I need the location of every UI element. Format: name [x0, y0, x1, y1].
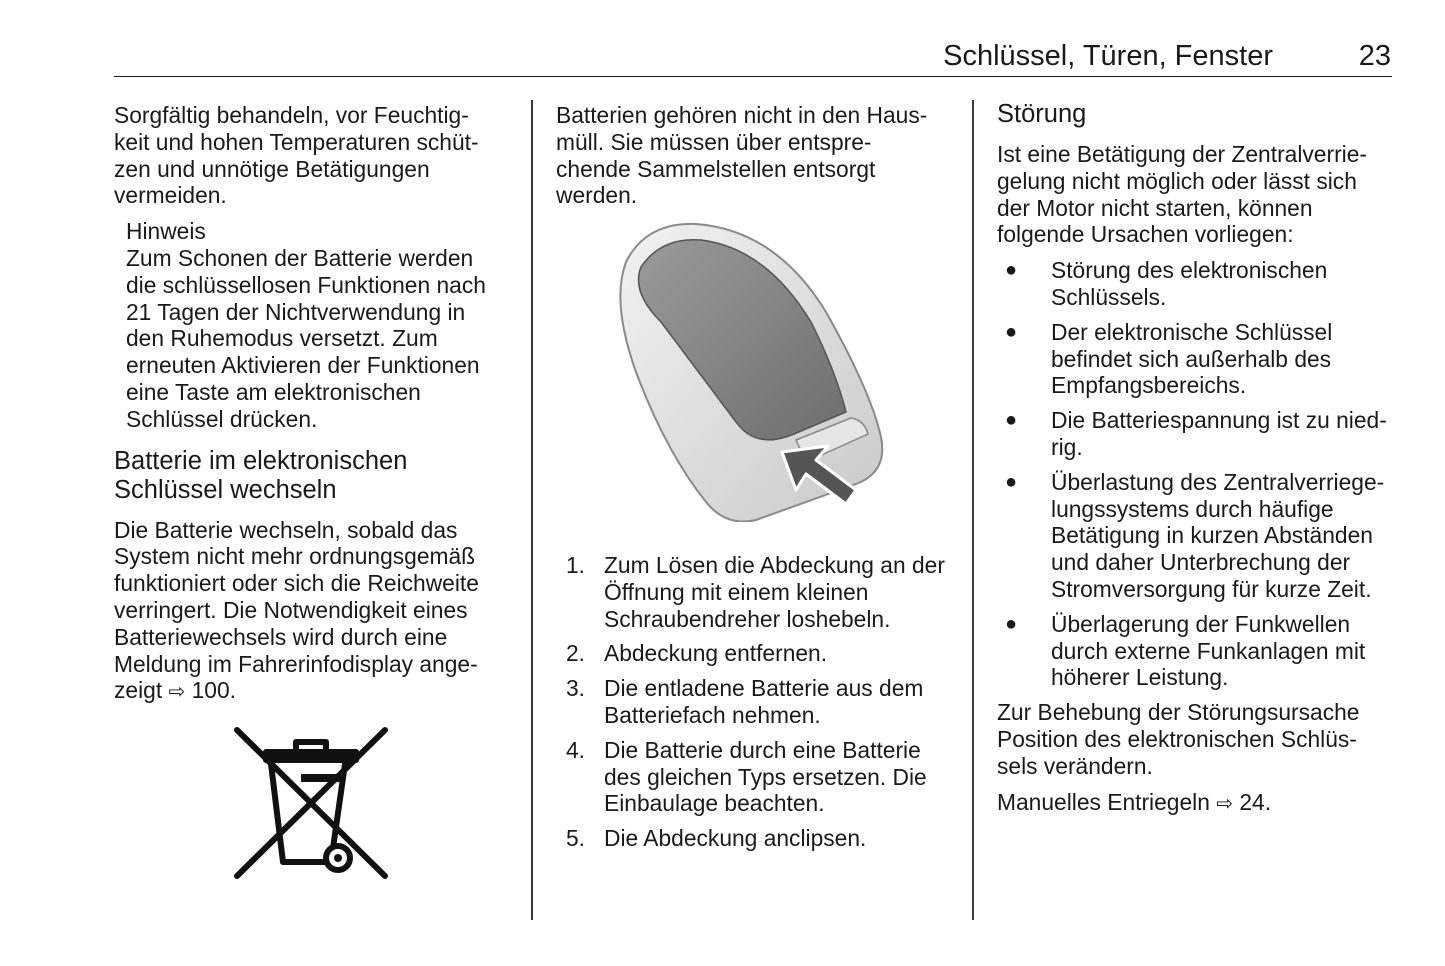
battery-steps-list [556, 552, 961, 860]
list-item [997, 319, 1397, 399]
step-number: 1. [566, 552, 586, 578]
bullet-icon: ● [1005, 259, 1018, 282]
battery-heading: Batterie im elektronischen Schlüssel wechseln [114, 446, 408, 504]
bullet-icon: ● [1005, 470, 1018, 493]
section-title: Schlüssel, Türen, Fenster [943, 40, 1273, 72]
key-fob-battery-cover-illustration [606, 222, 896, 522]
cause-text: Die Batteriespannung ist zu nied- rig. [1051, 407, 1387, 460]
step-number: 5. [566, 825, 586, 852]
bullet-icon: ● [1005, 320, 1018, 343]
cause-text: Überlagerung der Funkwellen durch externe Funkanlagen mit höherer Leistung. [1051, 610, 1366, 691]
list-item [997, 407, 1397, 461]
list-item [556, 552, 961, 632]
cause-text: Der elektronische Schlüssel befindet sich außerhalb des Empfangsbereichs. [1051, 318, 1333, 399]
battery-body [114, 517, 519, 707]
step-number: 2. [566, 640, 586, 667]
note-label: Hinweis [126, 218, 206, 245]
battery-body-text: Die Batterie wechseln, sobald das System nicht mehr ordnungsgemäß funktioniert oder sich die Reichweite verringert. Die Notwendigkeit eines Batteriewechsels wird durch eine Meldung im Fahrerinfodisplay ange- zeigt [114, 516, 479, 704]
malfunction-intro: Ist eine Betätigung der Zentralverrie- gelung nicht möglich oder lässt sich der Motor nicht starten, können folgende Ursachen vorliegen: [997, 141, 1368, 248]
list-item [556, 825, 961, 852]
page-ref-link[interactable]: 24. [1239, 788, 1272, 815]
step-text: Zum Lösen die Abdeckung an der Öffnung mit einem kleinen Schraubendreher loshebeln. [604, 552, 945, 632]
note-box [126, 218, 519, 432]
page-ref-arrow-icon: ⇨ [1216, 792, 1234, 815]
cause-text: Störung des elektronischen Schlüssels. [1051, 257, 1328, 310]
list-item [997, 611, 1397, 691]
manual-unlock-text: Manuelles Entriegeln [997, 788, 1210, 815]
list-item [556, 640, 961, 667]
causes-list [997, 257, 1397, 691]
column-1 [114, 102, 519, 715]
step-text: Die Batterie durch eine Batterie des gleichen Typs ersetzen. Die Einbaulage beachten. [604, 736, 927, 817]
page-number: 23 [1358, 40, 1391, 72]
bullet-icon: ● [1005, 612, 1018, 635]
care-paragraph: Sorgfältig behandeln, vor Feuchtig- keit und hohen Temperaturen schüt- zen und unnötige Betätigungen vermeiden. [114, 102, 479, 209]
note-text: Zum Schonen der Batterie werden die schlüssellosen Funktionen nach 21 Tagen der Nichtverwendung in den Ruhemodus versetzt. Zum erneuten Aktivieren der Funktionen eine Taste am elektronischen Schlüssel drücken. [126, 244, 486, 432]
column-divider-1 [531, 100, 533, 920]
list-item [556, 675, 961, 729]
step-number: 3. [566, 675, 586, 702]
cause-text: Überlastung des Zentralverriege- lungssystems durch häufige Betätigung in kurzen Abständen und daher Unterbrechung der Stromversorgung für kurze Zeit. [1051, 468, 1385, 602]
page-ref-link[interactable]: 100. [191, 677, 236, 704]
step-text: Abdeckung entfernen. [604, 640, 828, 667]
step-number: 4. [566, 736, 586, 763]
malfunction-heading: Störung [997, 100, 1087, 128]
column-3 [997, 100, 1397, 826]
manual-unlock-paragraph [997, 789, 1397, 818]
list-item [556, 737, 961, 817]
crossed-out-wheelie-bin-icon [231, 724, 391, 884]
step-text: Die entladene Batterie aus dem Batteriefach nehmen. [604, 675, 924, 728]
remedy-paragraph: Zur Behebung der Störungsursache Position des elektronischen Schlüs- sels verändern. [997, 699, 1360, 779]
step-text: Die Abdeckung anclipsen. [604, 825, 867, 852]
list-item [997, 257, 1397, 311]
column-2 [556, 102, 961, 852]
column-divider-2 [972, 100, 974, 920]
disposal-paragraph: Batterien gehören nicht in den Haus- müll. Sie müssen über entspre- chende Sammelstellen entsorgt werden. [556, 102, 928, 209]
page-ref-arrow-icon: ⇨ [168, 681, 186, 704]
header-divider [114, 76, 1392, 77]
list-item [997, 469, 1397, 603]
bullet-icon: ● [1005, 409, 1018, 432]
